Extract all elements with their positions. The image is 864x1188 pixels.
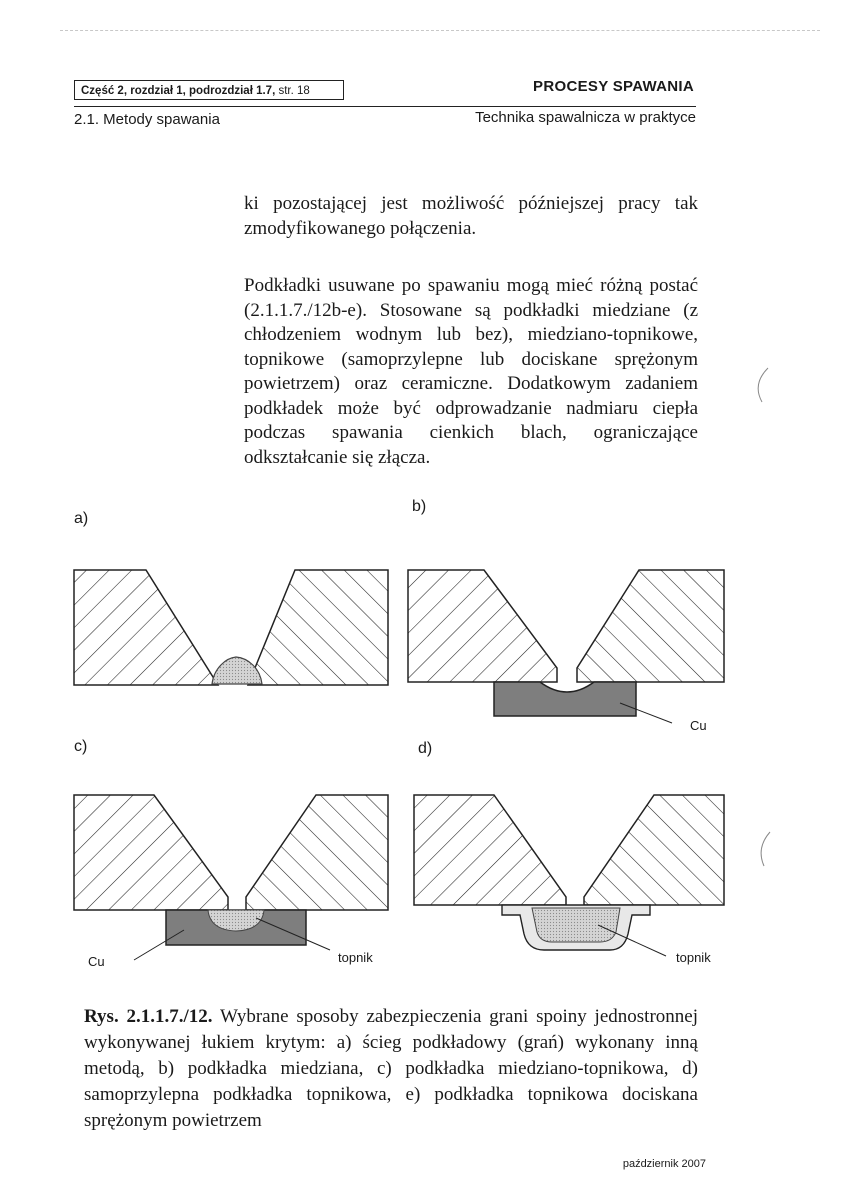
panel-d (414, 795, 724, 956)
plate-left-d (414, 795, 566, 905)
figure-caption (84, 1004, 698, 1134)
note-cu-b: Cu (690, 718, 707, 733)
figure-label-c: c) (74, 738, 88, 755)
note-flux-d: topnik (676, 950, 711, 965)
root-weld-bead (212, 657, 262, 684)
figure-label-d: d) (418, 740, 433, 757)
plate-right-d (584, 795, 724, 905)
panel-b (408, 570, 724, 723)
panel-a (74, 570, 388, 685)
copper-backing-bar (494, 682, 636, 716)
figure-label-b: b) (412, 498, 427, 515)
caption-text: Wybrane sposoby zabezpieczenia grani spoiny jednostronnej wykonywanej łukiem krytym: a) ścieg podkładowy (grań) wykonany inną metodą, b) podkładka miedziana, c) podkładka miedziano-topnikowa, d) samoprzylepna podkładka topnikowa, e) podkładka topnikowa dociskana sprężonym powietrzem (84, 1006, 698, 1131)
header-section: 2.1. Metody spawania (74, 111, 220, 128)
plate-left-a (74, 570, 218, 685)
flux-layer (532, 908, 620, 942)
note-flux-c: topnik (338, 950, 373, 965)
plate-right-b (577, 570, 724, 682)
plate-left-b (408, 570, 557, 682)
header-location: Część 2, rozdział 1, podrozdział 1.7, (81, 85, 276, 97)
header-page-ref: str. 18 (278, 85, 310, 97)
caption-ref: Rys. 2.1.1.7./12. (84, 1006, 213, 1027)
header-title: PROCESY SPAWANIA (533, 78, 694, 95)
paragraph-2: Podkładki usuwane po spawaniu mogą mieć różną postać (2.1.1.7./12b-e). Stosowane są podkładki miedziane (z chłodzeniem wodnym lub bez), miedziano-topnikowe, topnikowe (samoprzylepne lub dociskane sprężonym powietrzem) oraz ceramiczne. Dodatkowym zadaniem podkładek może być odprowadzanie nadmiaru ciepła podczas spawania cienkich blach, ograniczające odkształcanie się złącza. (244, 275, 698, 468)
plate-right-a (248, 570, 388, 685)
footer-date: październik 2007 (622, 1158, 706, 1170)
plate-right-c (246, 795, 388, 910)
note-cu-c: Cu (88, 954, 105, 969)
scan-artifact-mark (761, 832, 770, 866)
figure-label-a: a) (74, 510, 89, 527)
plate-left-c (74, 795, 228, 910)
header-subtitle: Technika spawalnicza w praktyce (475, 109, 696, 126)
paragraph-1: ki pozostającej jest możliwość późniejszej pracy tak zmodyfikowanego połączenia. (244, 193, 698, 239)
scan-artifact-mark (758, 368, 768, 402)
panel-c (74, 795, 388, 960)
